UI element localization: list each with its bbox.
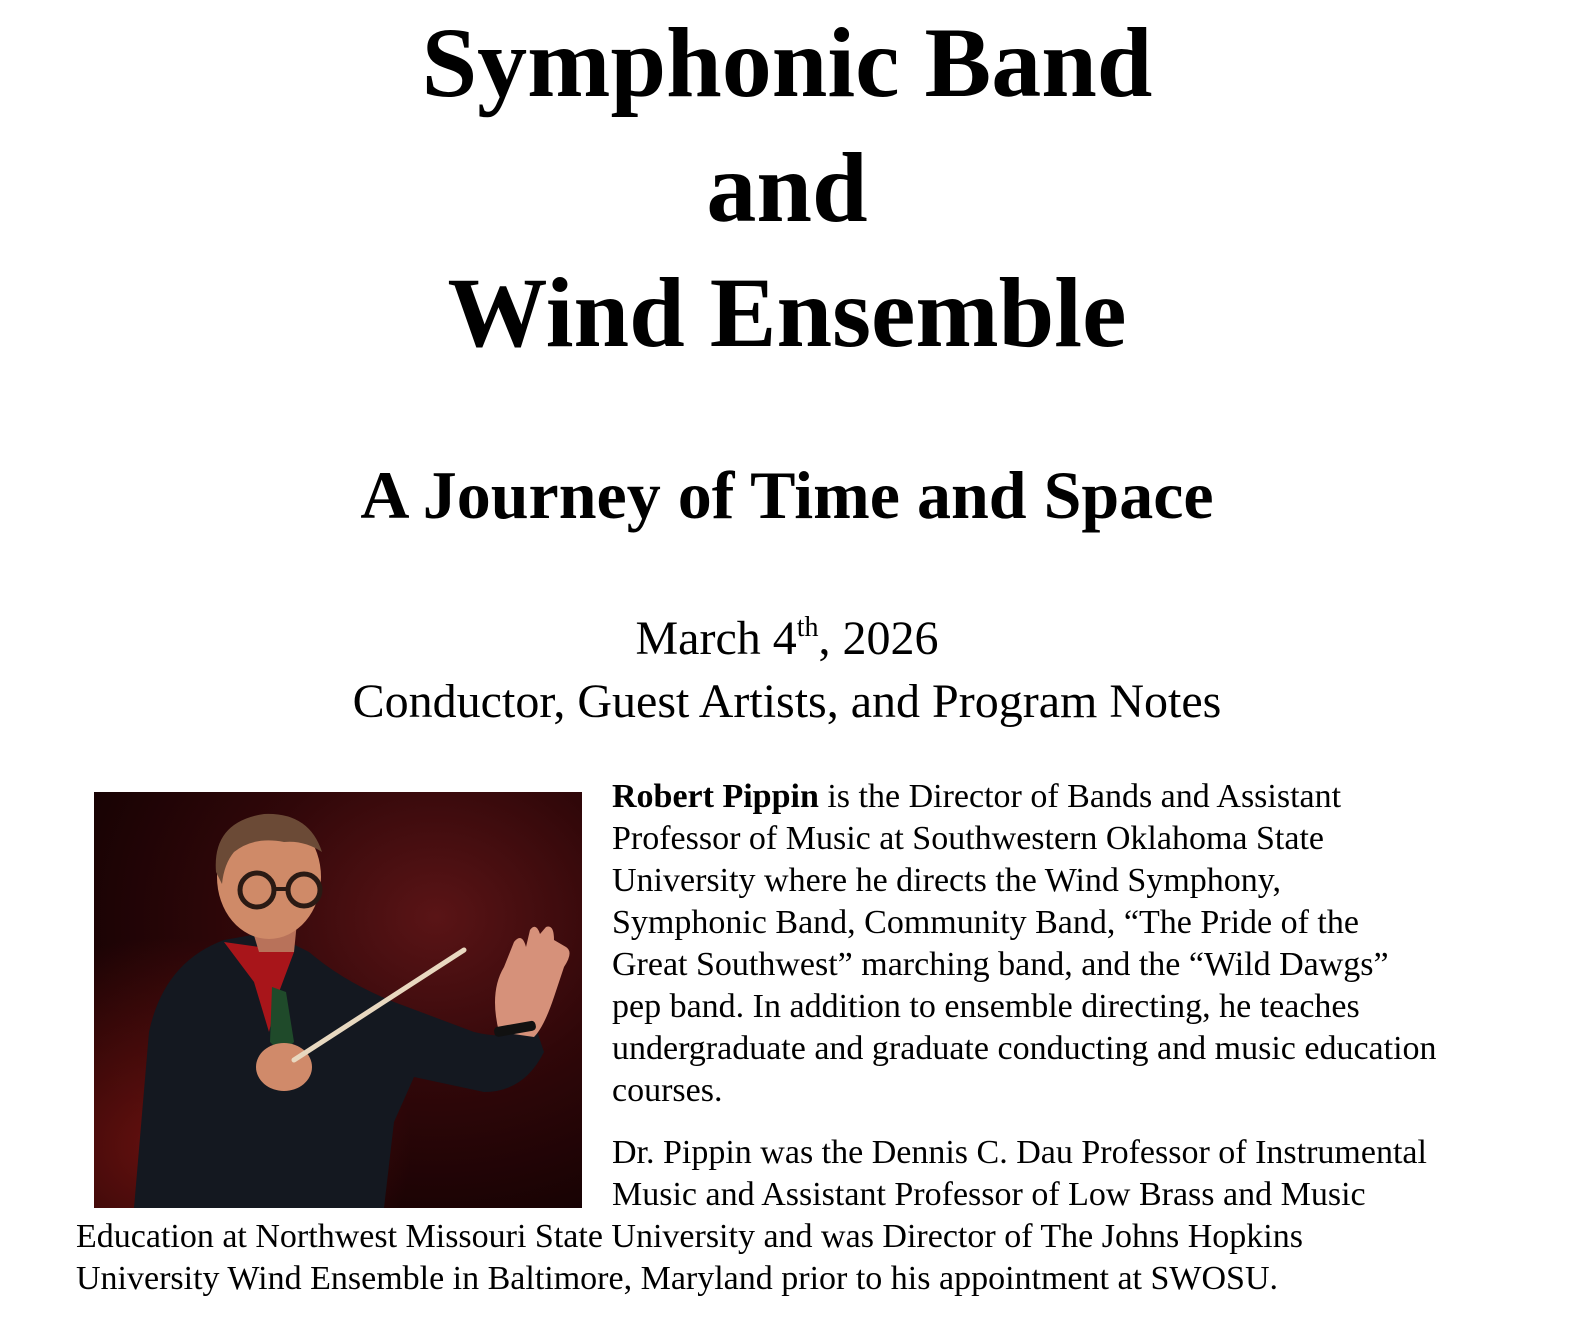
date-ordinal: th bbox=[796, 612, 819, 643]
bio-p1-line-3: University where he directs the Wind Symphony, bbox=[612, 862, 1282, 899]
title-line-2: and bbox=[706, 132, 868, 243]
conductor-name: Robert Pippin bbox=[612, 778, 819, 815]
conductor-left-hand bbox=[256, 1043, 312, 1091]
bio-p2-line-3: Education at Northwest Missouri State University and was Director of The Johns Hopkins bbox=[76, 1218, 1303, 1255]
bio-p1-line-4: Symphonic Band, Community Band, “The Pride of the bbox=[612, 904, 1359, 941]
title-line-1: Symphonic Band bbox=[421, 7, 1153, 118]
concert-date bbox=[0, 610, 1574, 675]
bio-p2-line-1: Dr. Pippin was the Dennis C. Dau Professor of Instrumental bbox=[612, 1134, 1427, 1171]
bio-p2-line-2: Music and Assistant Professor of Low Brass and Music bbox=[612, 1176, 1366, 1213]
bio-p1-line-7: undergraduate and graduate conducting and music education bbox=[612, 1030, 1437, 1067]
bio-p1-line-5: Great Southwest” marching band, and the “Wild Dawgs” bbox=[612, 946, 1389, 983]
date-month-day: March 4 bbox=[635, 612, 797, 665]
conductor-illustration bbox=[94, 792, 582, 1208]
program-notes-heading: Conductor, Guest Artists, and Program Notes bbox=[352, 675, 1222, 728]
bio-p1-line-2: Professor of Music at Southwestern Oklahoma State bbox=[612, 820, 1324, 857]
conductor-photo bbox=[94, 792, 582, 1208]
date-year: , 2026 bbox=[818, 612, 939, 665]
title-line-3: Wind Ensemble bbox=[447, 257, 1127, 368]
bio-p1-line-8: courses. bbox=[612, 1072, 723, 1109]
concert-subtitle: A Journey of Time and Space bbox=[360, 457, 1214, 533]
bio-p1-line-1: Robert Pippin is the Director of Bands and Assistant bbox=[612, 778, 1342, 815]
bio-p1-line-6: pep band. In addition to ensemble directing, he teaches bbox=[612, 988, 1360, 1025]
bio-p2-line-4: University Wind Ensemble in Baltimore, Maryland prior to his appointment at SWOSU. bbox=[76, 1260, 1279, 1297]
